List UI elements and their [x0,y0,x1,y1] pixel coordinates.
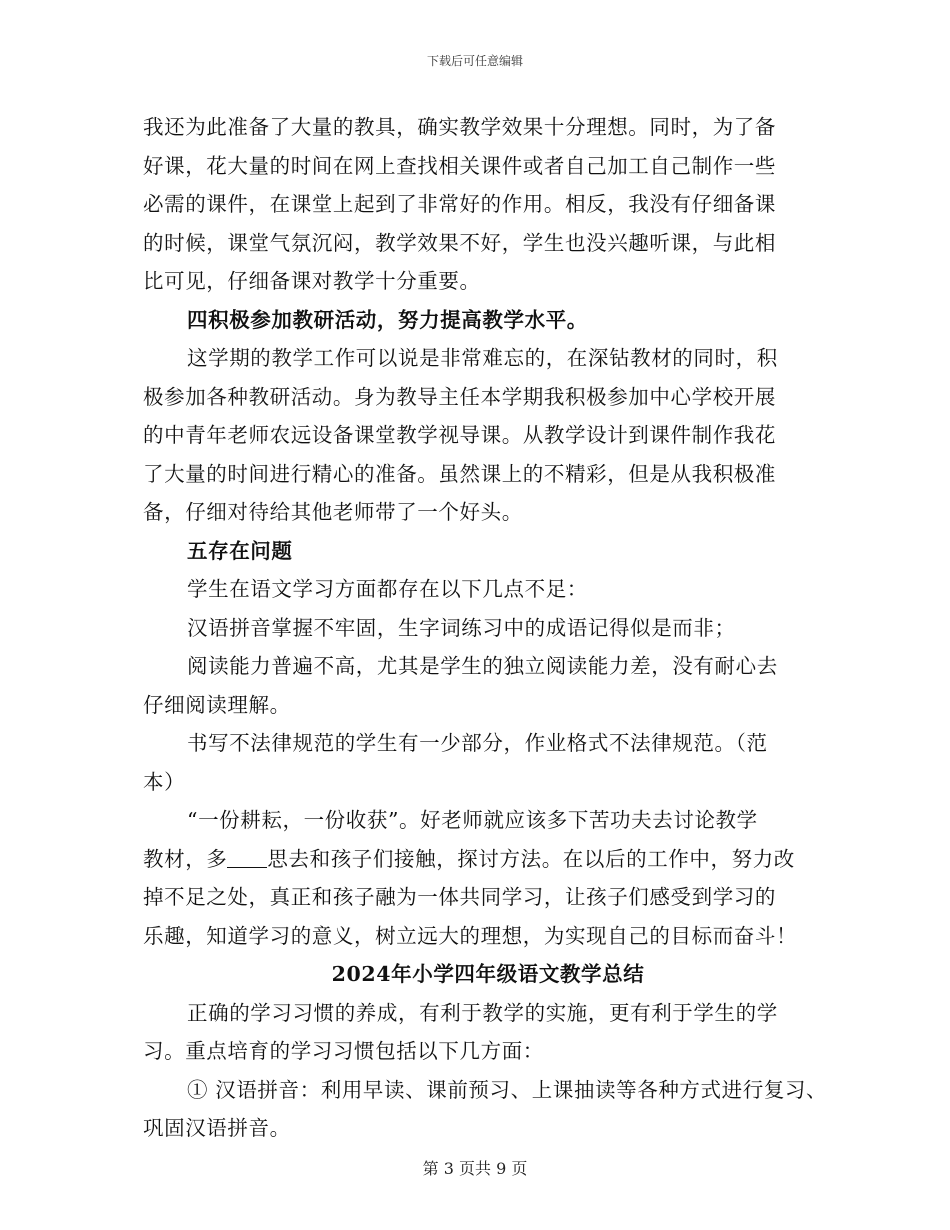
page-footer: 第 3 页共 9 页 [422,1159,528,1178]
paragraph-line: 掉不足之处，真正和孩子融为一体共同学习，让孩子们感受到学习的 [143,885,776,909]
paragraph-line: 极参加各种教研活动。身为教导主任本学期我积极参加中心学校开展 [143,384,776,409]
paragraph-line: 汉语拼音掌握不牢固，生字词练习中的成语记得似是而非； [187,615,736,640]
document-body [143,108,833,1148]
section-heading: 四积极参加教研活动，努力提高教学水平。 [187,307,588,332]
paragraph-line: “一份耕耘，一份收获”。好老师就应该多下苦功夫去讨论教学 [187,808,758,832]
paragraph-line [143,840,833,879]
section-heading: 五存在问题 [187,538,293,563]
document-title: 2024年小学四年级语文教学总结 [331,962,645,986]
paragraph-line: 本） [143,769,186,794]
paragraph-line: 学生在语文学习方面都存在以下几点不足： [187,577,588,601]
paragraph-line: 好课，花大量的时间在网上查找相关课件或者自己加工自己制作一些 [143,153,776,178]
line-segment: 思去和孩子们接触，探讨方法。在以后的工作中，努力改 [267,846,795,871]
paragraph-line: 正确的学习习惯的养成，有利于教学的实施，更有利于学生的学 [187,1000,778,1025]
paragraph-line: 的时候，课堂气氛沉闷，教学效果不好，学生也没兴趣听课，与此相 [143,230,776,255]
paragraph-line: 这学期的教学工作可以说是非常难忘的，在深钻教材的同时，积 [187,346,778,370]
line-segment: 教材，多 [143,846,228,871]
fill-in-blank [227,847,267,868]
paragraph-line: 习。重点培育的学习习惯包括以下几方面： [143,1039,544,1063]
paragraph-line: 我还为此准备了大量的教具，确实教学效果十分理想。同时，为了备 [143,115,776,139]
paragraph-line: 比可见，仔细备课对教学十分重要。 [143,269,481,293]
paragraph-line: 必需的课件，在课堂上起到了非常好的作用。相反，我没有仔细备课 [143,192,776,216]
paragraph-line: 备，仔细对待给其他老师带了一个好头。 [143,500,523,524]
paragraph-line: 书写不法律规范的学生有一少部分，作业格式不法律规范。（范 [187,731,768,755]
paragraph-line: 的中青年老师农远设备课堂教学视导课。从教学设计到课件制作我花 [143,423,776,447]
paragraph-line: 仔细阅读理解。 [143,692,291,717]
paragraph-line: ① 汉语拼音：利用早读、课前预习、上课抽读等各种方式进行复习、 [187,1077,828,1102]
paragraph-line: 阅读能力普遍不高，尤其是学生的独立阅读能力差，没有耐心去 [187,654,778,678]
paragraph-line: 了大量的时间进行精心的准备。虽然课上的不精彩，但是从我积极准 [143,461,776,486]
page-header: 下载后可任意编辑 [426,54,523,68]
paragraph-line: 巩固汉语拼音。 [143,1116,291,1140]
paragraph-line: 乐趣，知道学习的意义，树立远大的理想，为实现自己的目标而奋斗！ [143,923,798,948]
